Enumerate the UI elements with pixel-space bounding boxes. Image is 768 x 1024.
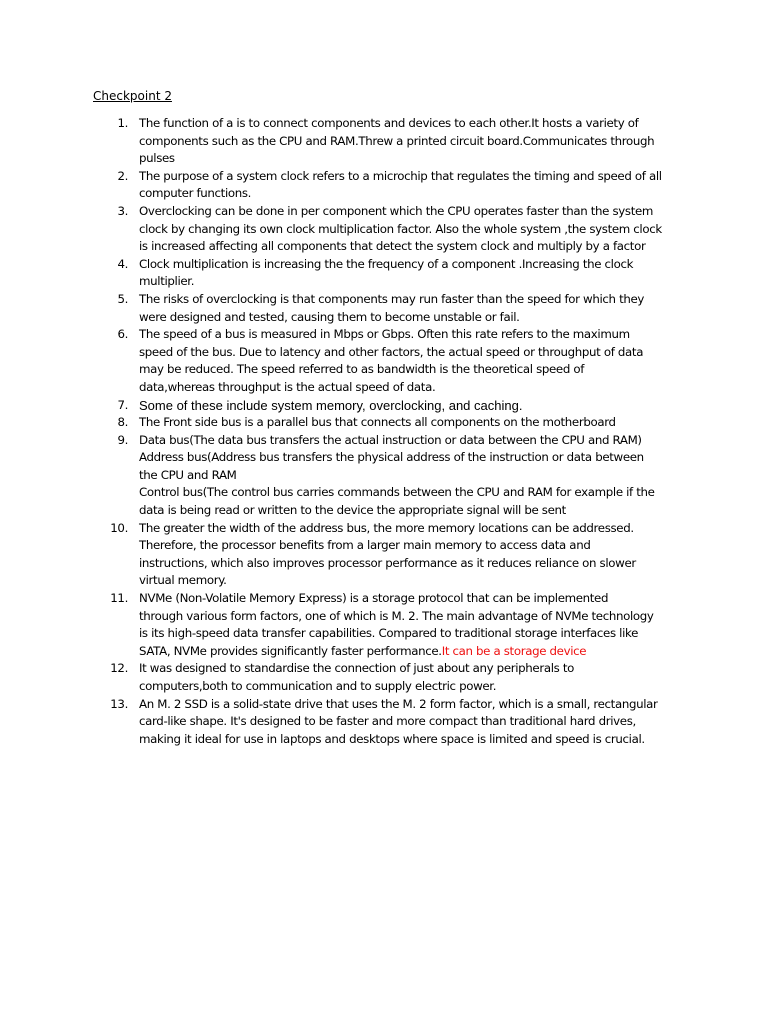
item-line: multiplier.	[139, 274, 195, 289]
item-number: 13.	[110, 696, 128, 711]
item-line: data,whereas throughput is the actual speed of data.	[139, 379, 436, 394]
item-line: clock by changing its own clock multiplication factor. Also the whole system ,the system clock	[139, 221, 662, 236]
list-item	[96, 590, 676, 660]
list-item	[96, 256, 676, 291]
item-line: card-like shape. It's designed to be faster and more compact than traditional hard drives,	[139, 714, 636, 729]
item-line: is increased affecting all components that detect the system clock and multiply by a factor	[139, 239, 646, 254]
item-line: computers,both to communication and to supply electric power.	[139, 679, 497, 693]
item-number: 11.	[110, 591, 128, 606]
item-number: 1.	[117, 116, 128, 130]
list-item	[96, 414, 676, 432]
item-line: the CPU and RAM	[139, 467, 237, 482]
list-item	[96, 168, 676, 203]
item-number: 10.	[110, 520, 128, 535]
item-line: instructions, which also improves processor performance as it reduces reliance on slower	[139, 555, 636, 570]
list-item	[96, 696, 676, 749]
item-number: 5.	[117, 291, 128, 306]
item-number: 12.	[110, 661, 128, 676]
item-line: The greater the width of the address bus, the more memory locations can be addressed.	[139, 520, 634, 535]
item-line: The risks of overclocking is that components may run faster than the speed for which they	[139, 291, 645, 306]
answer-list	[96, 115, 676, 748]
list-item	[96, 203, 676, 256]
item-line: The speed of a bus is measured in Mbps or Gbps. Often this rate refers to the maximum	[139, 327, 630, 342]
item-line: Overclocking can be done in per component which the CPU operates faster than the system	[139, 203, 654, 218]
list-item	[96, 432, 676, 520]
item-line: Therefore, the processor benefits from a larger main memory to access data and	[139, 538, 591, 553]
item-line: pulses	[139, 151, 175, 166]
list-item	[96, 397, 676, 415]
list-item	[96, 660, 676, 695]
item-number: 7.	[117, 397, 128, 412]
item-line: The Front side bus is a parallel bus that connects all components on the motherboard	[139, 415, 616, 430]
item-number: 4.	[117, 256, 128, 271]
item-line: The function of a is to connect components and devices to each other.It hosts a variety of	[139, 116, 639, 130]
item-number: 3.	[117, 203, 128, 218]
item-line: making it ideal for use in laptops and desktops where space is limited and speed is crucial.	[139, 731, 645, 746]
item-number: 9.	[117, 432, 128, 447]
item-line: is its high-speed data transfer capabilities. Compared to traditional storage interfaces like	[139, 626, 638, 641]
item-line: were designed and tested, causing them to become unstable or fail.	[139, 309, 520, 324]
item-number: 2.	[117, 168, 128, 183]
item-line: NVMe (Non-Volatile Memory Express) is a storage protocol that can be implemented	[139, 591, 609, 606]
item-line: Data bus(The data bus transfers the actual instruction or data between the CPU and RAM)	[139, 432, 642, 447]
item-line-with-highlight	[139, 643, 676, 661]
item-number: 6.	[117, 327, 128, 342]
item-number: 8.	[117, 415, 128, 430]
item-line: Control bus(The control bus carries commands between the CPU and RAM for example if the	[139, 485, 655, 500]
highlighted-note: It can be a storage device	[441, 643, 587, 658]
item-line: It was designed to standardise the connection of just about any peripherals to	[139, 661, 574, 676]
list-item	[96, 115, 676, 168]
item-line: virtual memory.	[139, 573, 227, 588]
document-heading: Checkpoint 2	[93, 89, 172, 103]
list-item	[96, 326, 676, 396]
item-line: through various form factors, one of which is M. 2. The main advantage of NVMe technology	[139, 608, 654, 623]
item-line: Some of these include system memory, overclocking, and caching.	[139, 397, 523, 413]
item-line: Address bus(Address bus transfers the physical address of the instruction or data between	[139, 450, 644, 465]
item-line: components such as the CPU and RAM.Threw a printed circuit board.Communicates through	[139, 133, 655, 148]
item-line: computer functions.	[139, 186, 252, 201]
item-line: The purpose of a system clock refers to a microchip that regulates the timing and speed of all	[139, 168, 662, 183]
item-text: SATA, NVMe provides significantly faster performance.	[139, 643, 442, 658]
item-line: An M. 2 SSD is a solid-state drive that uses the M. 2 form factor, which is a small, rectangular	[139, 696, 658, 711]
list-item	[96, 291, 676, 326]
list-item	[96, 520, 676, 590]
item-line: data is being read or written to the device the appropriate signal will be sent	[139, 503, 566, 518]
item-line: Clock multiplication is increasing the the frequency of a component .Increasing the clock	[139, 256, 634, 271]
item-line: may be reduced. The speed referred to as bandwidth is the theoretical speed of	[139, 362, 585, 377]
item-line: speed of the bus. Due to latency and other factors, the actual speed or throughput of data	[139, 344, 644, 359]
